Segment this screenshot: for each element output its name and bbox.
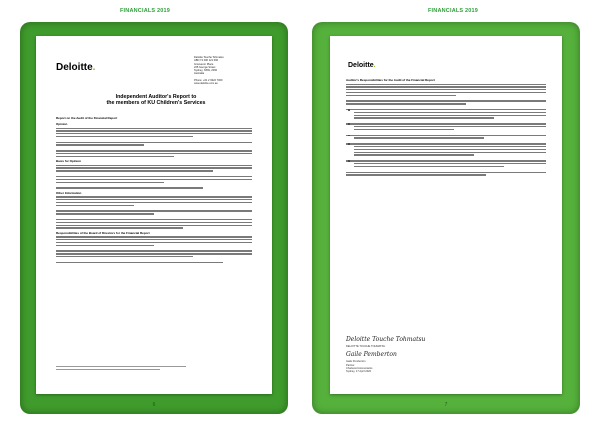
right-page-frame bbox=[312, 22, 580, 414]
section-heading: Opinion bbox=[56, 122, 68, 126]
report-title-line-2: the members of KU Children's Services bbox=[106, 100, 206, 107]
section-heading: Responsibilities of the Board of Directors for the Financial Report bbox=[56, 230, 150, 235]
address-line: ABN 74 490 121 060 bbox=[194, 59, 219, 63]
address-line: Grosvenor Place bbox=[194, 62, 214, 66]
section-heading: Basis for Opinion bbox=[56, 159, 82, 164]
left-page-header: FINANCIALS 2019 bbox=[120, 8, 171, 14]
signer-role: Partner bbox=[346, 363, 355, 367]
signer-place-date: Sydney, 17 April 2020 bbox=[346, 370, 372, 374]
left-page-number: 6 bbox=[152, 402, 156, 408]
address-line: www.deloitte.com.au bbox=[194, 82, 218, 86]
left-paper-sheet bbox=[36, 36, 272, 394]
deloitte-logo: Deloitte. bbox=[56, 62, 96, 73]
section-heading: Other Information bbox=[56, 190, 82, 195]
report-body-text bbox=[56, 114, 252, 265]
firm-label: DELOITTE TOUCHE TOHMATSU bbox=[346, 345, 386, 348]
report-body-text bbox=[346, 76, 546, 177]
firm-address-block bbox=[194, 56, 254, 86]
liability-footnote bbox=[56, 366, 186, 371]
signer-detail: Chartered Accountants bbox=[346, 366, 373, 370]
address-line: Phone: +61 2 9322 7000 bbox=[194, 79, 223, 83]
address-line: 225 George Street bbox=[194, 65, 216, 69]
partner-signature: Gaile Pemberton bbox=[346, 351, 397, 359]
right-page-number: 7 bbox=[444, 402, 448, 408]
address-line: Australia bbox=[194, 72, 205, 76]
section-heading: Auditor's Responsibilities for the Audit of the Financial Report bbox=[346, 78, 435, 82]
address-line: Sydney, NSW, 2000 bbox=[194, 69, 218, 73]
address-line: Deloitte Touche Tohmatsu bbox=[194, 56, 224, 59]
report-title bbox=[86, 94, 226, 107]
right-paper-sheet bbox=[330, 36, 562, 394]
report-title-line-1: Independent Auditor's Report to bbox=[115, 94, 197, 100]
section-heading: Report on the Audit of the Financial Report bbox=[56, 116, 118, 120]
signature-block bbox=[346, 336, 466, 373]
right-page-header: FINANCIALS 2019 bbox=[428, 8, 479, 14]
left-page-frame bbox=[20, 22, 288, 414]
deloitte-logo: Deloitte. bbox=[348, 62, 376, 69]
firm-signature: Deloitte Touche Tohmatsu bbox=[346, 336, 426, 343]
signer-name: Gaile Pemberton bbox=[346, 360, 366, 364]
